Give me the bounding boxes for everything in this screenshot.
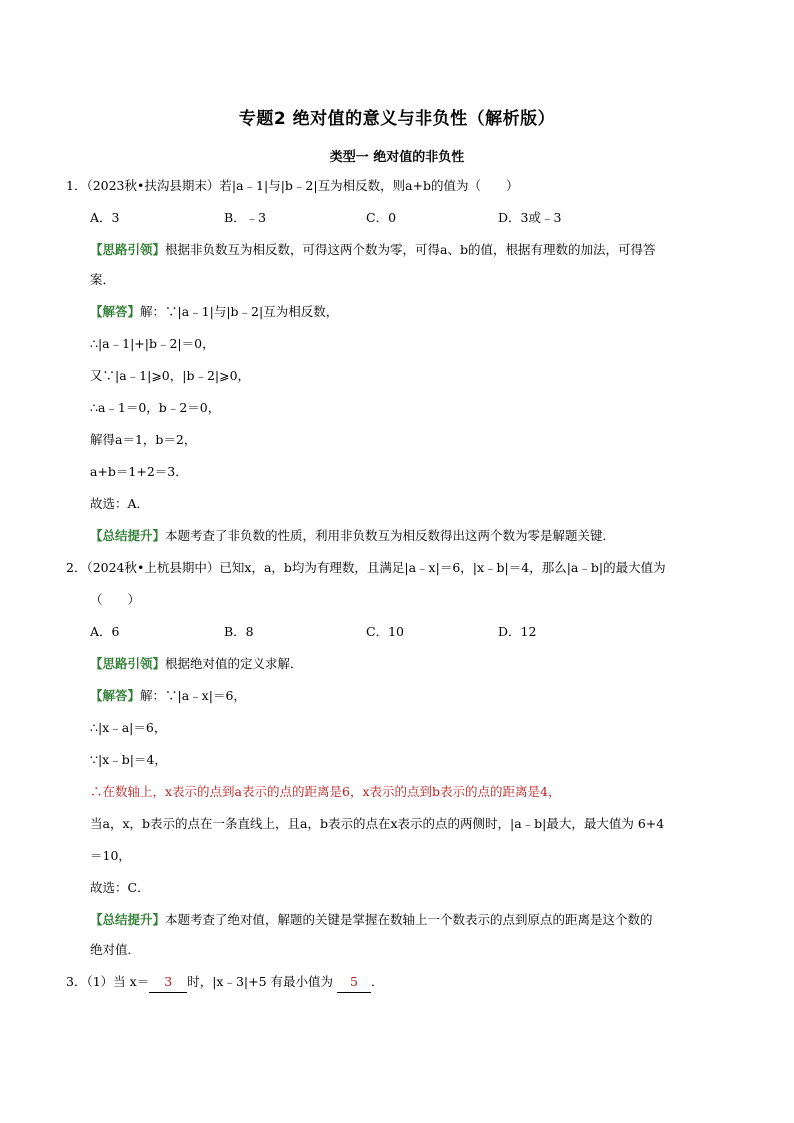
question-3-stem [66,972,384,993]
q2-summary [90,910,653,930]
q2-option-a: A．6 [90,624,120,639]
q1-option-c: C．0 [366,210,397,225]
q1-option-d: D．3或﹣3 [498,210,562,225]
q2-hint [90,654,303,674]
q1-step: ∴|a﹣1|+|b﹣2|＝0， [90,336,215,351]
q2-step: 故选：C． [90,880,150,895]
q2-summary-cont: 绝对值． [90,942,141,957]
q1-step: 故选：A． [90,496,150,511]
q2-answer-tag: 【解答】 [90,688,141,703]
q2-step: ∴|x﹣a|＝6， [90,720,167,735]
q3-suffix: ． [371,974,384,989]
q1-answer-text: 解：∵|a﹣1|与|b﹣2|互为相反数， [140,304,339,319]
question-2-stem: 2．（2024秋•上杭县期中）已知x，a，b均为有理数，且满足|a﹣x|＝6，|x﹣b|＝4，那么|a﹣b|的最大值为 [66,560,666,575]
q2-summary-tag: 【总结提升】 [90,912,166,927]
q1-summary-tag: 【总结提升】 [90,528,166,543]
q3-blank-1: 3 [149,972,187,993]
q1-step: 又∵|a﹣1|⩾0，|b﹣2|⩾0， [90,368,251,383]
q2-hint-text: 根据绝对值的定义求解． [165,656,303,671]
q1-step: ∴a﹣1＝0，b﹣2＝0， [90,400,221,415]
page-title: 专题2 绝对值的意义与非负性（解析版） [238,109,556,129]
q2-step: ＝10， [90,848,131,863]
q1-hint-tag: 【思路引领】 [90,242,166,257]
q2-answer [90,686,246,706]
q1-answer-tag: 【解答】 [90,304,141,319]
q1-step: a+b＝1+2＝3． [90,464,188,479]
section-title: 类型一 绝对值的非负性 [329,150,465,165]
q2-answer-text: 解：∵|a﹣x|＝6， [140,688,246,703]
q3-prefix: 3．（1）当 x＝ [66,974,150,989]
q1-step: 解得a＝1，b＝2， [90,432,197,447]
question-2-stem-cont: （ ） [90,592,141,607]
q3-middle: 时，|x﹣3|+5 有最小值为 [187,974,334,989]
q1-answer [90,302,338,322]
q2-step: ∵|x﹣b|＝4， [90,752,167,767]
q1-hint-text: 根据非负数互为相反数，可得这两个数为零，可得a、b的值，根据有理数的加法，可得答 [165,242,656,257]
q2-option-d: D．12 [498,624,537,639]
q1-summary-text: 本题考查了非负数的性质，利用非负数互为相反数得出这两个数为零是解题关键． [165,528,616,543]
q1-option-b: B．﹣3 [224,210,267,225]
q2-summary-text: 本题考查了绝对值，解题的关键是掌握在数轴上一个数表示的点到原点的距离是这个数的 [165,912,653,927]
q3-blank-2: 5 [337,972,371,993]
q1-option-a: A．3 [90,210,120,225]
q2-hint-tag: 【思路引领】 [90,656,166,671]
question-1-stem: 1．（2023秋•扶沟县期末）若|a﹣1|与|b﹣2|互为相反数，则a+b的值为（ ） [66,178,519,193]
q2-step: ∴在数轴上，x表示的点到a表示的点的距离是6，x表示的点到b表示的点的距离是4， [90,784,561,799]
q1-hint [90,240,655,260]
q2-step: 当a，x，b表示的点在一条直线上，且a，b表示的点在x表示的点的两侧时，|a﹣b|最大，最大值为 6+4 [90,816,665,831]
q1-summary [90,526,615,546]
q2-option-c: C．10 [366,624,404,639]
q1-hint-cont: 案． [90,272,116,287]
q2-option-b: B．8 [224,624,254,639]
